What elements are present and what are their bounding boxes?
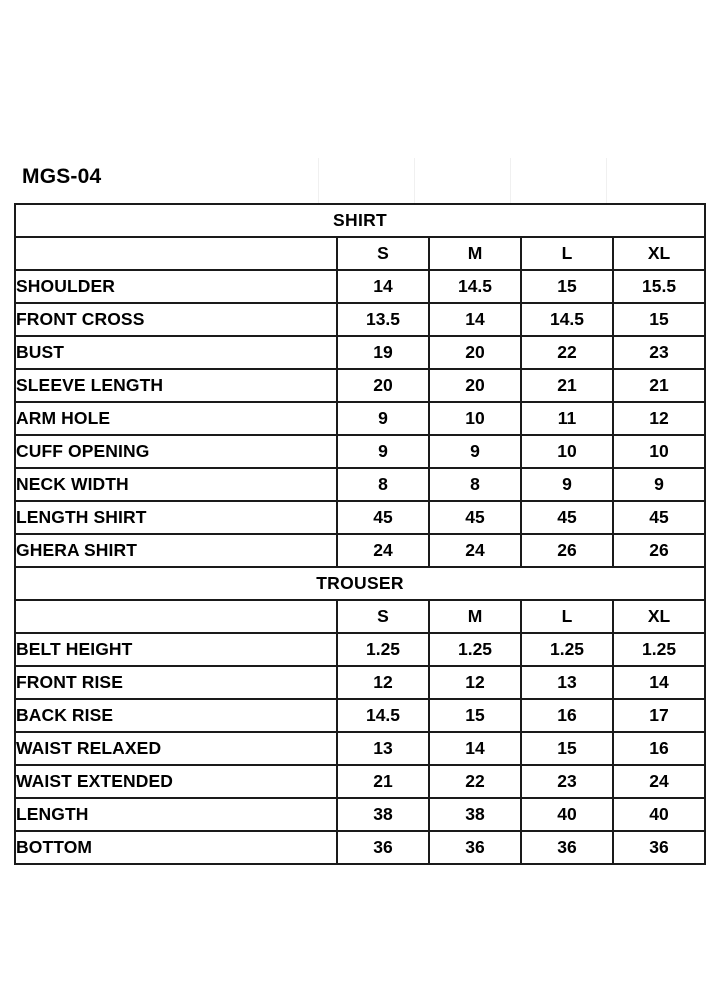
- table-row: [15, 699, 705, 732]
- measurement-value: 11: [521, 402, 613, 435]
- table-row: [15, 468, 705, 501]
- measurement-label: ARM HOLE: [15, 402, 337, 435]
- measurement-label: BELT HEIGHT: [15, 633, 337, 666]
- table-row: [15, 633, 705, 666]
- table-row: [15, 270, 705, 303]
- table-row: [15, 666, 705, 699]
- measurement-value: 13: [521, 666, 613, 699]
- column-header-row: [15, 237, 705, 270]
- measurement-label: BACK RISE: [15, 699, 337, 732]
- measurement-value: 38: [429, 798, 521, 831]
- measurement-value: 10: [521, 435, 613, 468]
- column-header-xl: XL: [613, 600, 705, 633]
- measurement-value: 9: [521, 468, 613, 501]
- measurement-value: 16: [521, 699, 613, 732]
- measurement-label: WAIST RELAXED: [15, 732, 337, 765]
- table-row: [15, 336, 705, 369]
- measurement-value: 45: [521, 501, 613, 534]
- column-header-row: [15, 600, 705, 633]
- measurement-value: 36: [521, 831, 613, 864]
- measurement-value: 26: [613, 534, 705, 567]
- measurement-value: 14: [337, 270, 429, 303]
- measurement-value: 40: [613, 798, 705, 831]
- measurement-value: 23: [613, 336, 705, 369]
- measurement-label: SLEEVE LENGTH: [15, 369, 337, 402]
- measurement-value: 36: [613, 831, 705, 864]
- measurement-value: 20: [429, 369, 521, 402]
- measurement-label: NECK WIDTH: [15, 468, 337, 501]
- measurement-value: 21: [521, 369, 613, 402]
- measurement-label: BUST: [15, 336, 337, 369]
- measurement-label: SHOULDER: [15, 270, 337, 303]
- size-chart-table: [14, 203, 706, 865]
- measurement-value: 36: [429, 831, 521, 864]
- column-header-s: S: [337, 237, 429, 270]
- measurement-value: 14.5: [429, 270, 521, 303]
- measurement-value: 45: [337, 501, 429, 534]
- measurement-value: 26: [521, 534, 613, 567]
- measurement-label: LENGTH: [15, 798, 337, 831]
- measurement-value: 12: [429, 666, 521, 699]
- table-row: [15, 765, 705, 798]
- table-row: [15, 798, 705, 831]
- measurement-label: GHERA SHIRT: [15, 534, 337, 567]
- measurement-value: 9: [429, 435, 521, 468]
- measurement-value: 12: [613, 402, 705, 435]
- header-spacer-cell: [15, 600, 337, 633]
- measurement-value: 1.25: [521, 633, 613, 666]
- measurement-value: 13: [337, 732, 429, 765]
- measurement-value: 21: [337, 765, 429, 798]
- measurement-value: 9: [613, 468, 705, 501]
- measurement-value: 1.25: [429, 633, 521, 666]
- measurement-value: 21: [613, 369, 705, 402]
- measurement-value: 1.25: [613, 633, 705, 666]
- column-header-m: M: [429, 237, 521, 270]
- measurement-value: 23: [521, 765, 613, 798]
- measurement-value: 10: [613, 435, 705, 468]
- measurement-value: 19: [337, 336, 429, 369]
- table-row: [15, 501, 705, 534]
- measurement-value: 12: [337, 666, 429, 699]
- measurement-value: 15: [521, 270, 613, 303]
- table-row: [15, 303, 705, 336]
- measurement-value: 8: [429, 468, 521, 501]
- measurement-value: 22: [429, 765, 521, 798]
- column-header-l: L: [521, 237, 613, 270]
- measurement-value: 14: [613, 666, 705, 699]
- document-code: MGS-04: [22, 165, 102, 188]
- measurement-value: 8: [337, 468, 429, 501]
- table-row: [15, 369, 705, 402]
- measurement-value: 24: [337, 534, 429, 567]
- measurement-value: 13.5: [337, 303, 429, 336]
- measurement-value: 10: [429, 402, 521, 435]
- measurement-label: LENGTH SHIRT: [15, 501, 337, 534]
- measurement-label: WAIST EXTENDED: [15, 765, 337, 798]
- column-header-xl: XL: [613, 237, 705, 270]
- measurement-value: 14: [429, 732, 521, 765]
- measurement-value: 14.5: [521, 303, 613, 336]
- measurement-value: 17: [613, 699, 705, 732]
- measurement-value: 15: [429, 699, 521, 732]
- table-row: [15, 402, 705, 435]
- table-row: [15, 831, 705, 864]
- measurement-value: 1.25: [337, 633, 429, 666]
- measurement-label: BOTTOM: [15, 831, 337, 864]
- measurement-value: 15: [613, 303, 705, 336]
- measurement-value: 24: [429, 534, 521, 567]
- measurement-value: 9: [337, 402, 429, 435]
- measurement-value: 14.5: [337, 699, 429, 732]
- section-header-row: [15, 567, 705, 600]
- measurement-value: 20: [337, 369, 429, 402]
- measurement-label: CUFF OPENING: [15, 435, 337, 468]
- section-header-row: [15, 204, 705, 237]
- table-row: [15, 435, 705, 468]
- measurement-value: 40: [521, 798, 613, 831]
- column-header-m: M: [429, 600, 521, 633]
- measurement-value: 38: [337, 798, 429, 831]
- measurement-value: 14: [429, 303, 521, 336]
- size-chart-body: [15, 204, 705, 864]
- measurement-label: FRONT CROSS: [15, 303, 337, 336]
- measurement-value: 24: [613, 765, 705, 798]
- section-title-trouser: TROUSER: [15, 567, 705, 600]
- section-title-shirt: SHIRT: [15, 204, 705, 237]
- header-spacer-cell: [15, 237, 337, 270]
- measurement-value: 20: [429, 336, 521, 369]
- measurement-value: 36: [337, 831, 429, 864]
- measurement-value: 9: [337, 435, 429, 468]
- table-row: [15, 732, 705, 765]
- column-header-s: S: [337, 600, 429, 633]
- measurement-label: FRONT RISE: [15, 666, 337, 699]
- column-header-l: L: [521, 600, 613, 633]
- measurement-value: 15.5: [613, 270, 705, 303]
- table-row: [15, 534, 705, 567]
- measurement-value: 16: [613, 732, 705, 765]
- measurement-value: 45: [429, 501, 521, 534]
- measurement-value: 45: [613, 501, 705, 534]
- measurement-value: 22: [521, 336, 613, 369]
- measurement-value: 15: [521, 732, 613, 765]
